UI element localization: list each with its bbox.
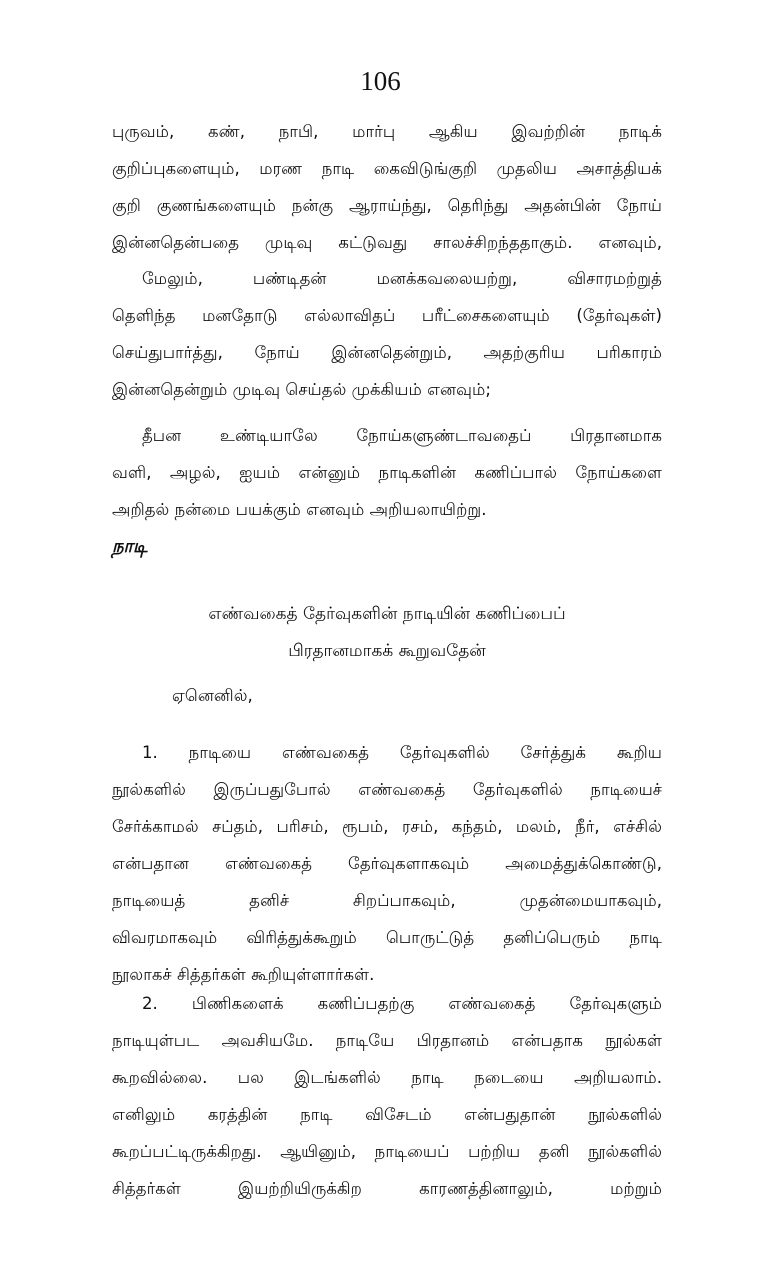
text-line: நூல்களில் இருப்பதுபோல் எண்வகைத் தேர்வுகளில் நாடியைச் bbox=[112, 780, 662, 799]
point-2 bbox=[112, 985, 662, 1207]
text-line: சித்தர்கள் இயற்றியிருக்கிற காரணத்தினாலும், மற்றும் bbox=[112, 1179, 662, 1198]
text-line: சேர்க்காமல் சப்தம், பரிசம், ரூபம், ரசம், கந்தம், மலம், நீர், எச்சில் bbox=[112, 817, 662, 836]
text-line: கூறவில்லை. பல இடங்களில் நாடி நடையை அறியலாம். bbox=[112, 1068, 662, 1087]
heading-line: எண்வகைத் தேர்வுகளின் நாடியின் கணிப்பைப் bbox=[208, 604, 566, 624]
text-line: தெளிந்த மனதோடு எல்லாவிதப் பரீட்சைகளையும் (தேர்வுகள்) bbox=[112, 306, 662, 325]
text-line: கூறப்பட்டிருக்கிறது. ஆயினும், நாடியைப் பற்றிய தனி நூல்களில் bbox=[112, 1142, 662, 1161]
text-line: எனிலும் கரத்தின் நாடி விசேடம் என்பதுதான் நூல்களில் bbox=[112, 1105, 662, 1124]
text-line: 2. பிணிகளைக் கணிப்பதற்கு எண்வகைத் தேர்வுகளும் bbox=[142, 994, 662, 1013]
section-heading: நாடி bbox=[112, 536, 148, 557]
point-1 bbox=[112, 734, 662, 993]
text-line: குறி குணங்களையும் நன்கு ஆராய்ந்து, தெரிந்து அதன்பின் நோய் bbox=[112, 196, 662, 215]
text-line: நூலாகச் சித்தர்கள் கூறியுள்ளார்கள். bbox=[112, 965, 375, 984]
centered-heading bbox=[112, 596, 662, 670]
text-line: செய்துபார்த்து, நோய் இன்னதென்றும், அதற்குரிய பரிகாரம் bbox=[112, 343, 662, 362]
text-line: மேலும், பண்டிதன் மனக்கவலையற்று, விசாரமற்றுத் bbox=[142, 269, 662, 288]
paragraph-2 bbox=[112, 260, 662, 408]
heading-line: பிரதானமாகக் கூறுவதேன் bbox=[288, 641, 486, 661]
text-line: நாடியுள்பட அவசியமே. நாடியே பிரதானம் என்பதாக நூல்கள் bbox=[112, 1031, 662, 1050]
page-number: 106 bbox=[360, 66, 401, 96]
paragraph-3 bbox=[112, 417, 662, 528]
text-line: விவரமாகவும் விரித்துக்கூறும் பொருட்டுத் தனிப்பெரும் நாடி bbox=[112, 928, 662, 947]
text-line: நாடியைத் தனிச் சிறப்பாகவும், முதன்மையாகவும், bbox=[112, 891, 662, 910]
text-line: என்பதான எண்வகைத் தேர்வுகளாகவும் அமைத்துக்கொண்டு, bbox=[112, 854, 662, 873]
text-line: வளி, அழல், ஐயம் என்னும் நாடிகளின் கணிப்பால் நோய்களை bbox=[112, 463, 662, 482]
text-line: அறிதல் நன்மை பயக்கும் எனவும் அறியலாயிற்று. bbox=[112, 500, 487, 519]
paragraph-1 bbox=[112, 113, 662, 261]
text-line: தீபன உண்டியாலே நோய்களுண்டாவதைப் பிரதானமாக bbox=[142, 426, 662, 445]
text-line: புருவம், கண், நாபி, மார்பு ஆகிய இவற்றின் நாடிக் bbox=[112, 122, 662, 141]
text-line: குறிப்புகளையும், மரண நாடி கைவிடுங்குறி முதலிய அசாத்தியக் bbox=[112, 159, 662, 178]
text-line: இன்னதென்றும் முடிவு செய்தல் முக்கியம் எனவும்; bbox=[112, 380, 491, 399]
text-line: 1. நாடியை எண்வகைத் தேர்வுகளில் சேர்த்துக் கூறிய bbox=[142, 743, 662, 762]
lead-word: ஏனெனில், bbox=[172, 686, 253, 705]
text-line: இன்னதென்பதை முடிவு கட்டுவது சாலச்சிறந்ததாகும். எனவும், bbox=[112, 233, 662, 252]
